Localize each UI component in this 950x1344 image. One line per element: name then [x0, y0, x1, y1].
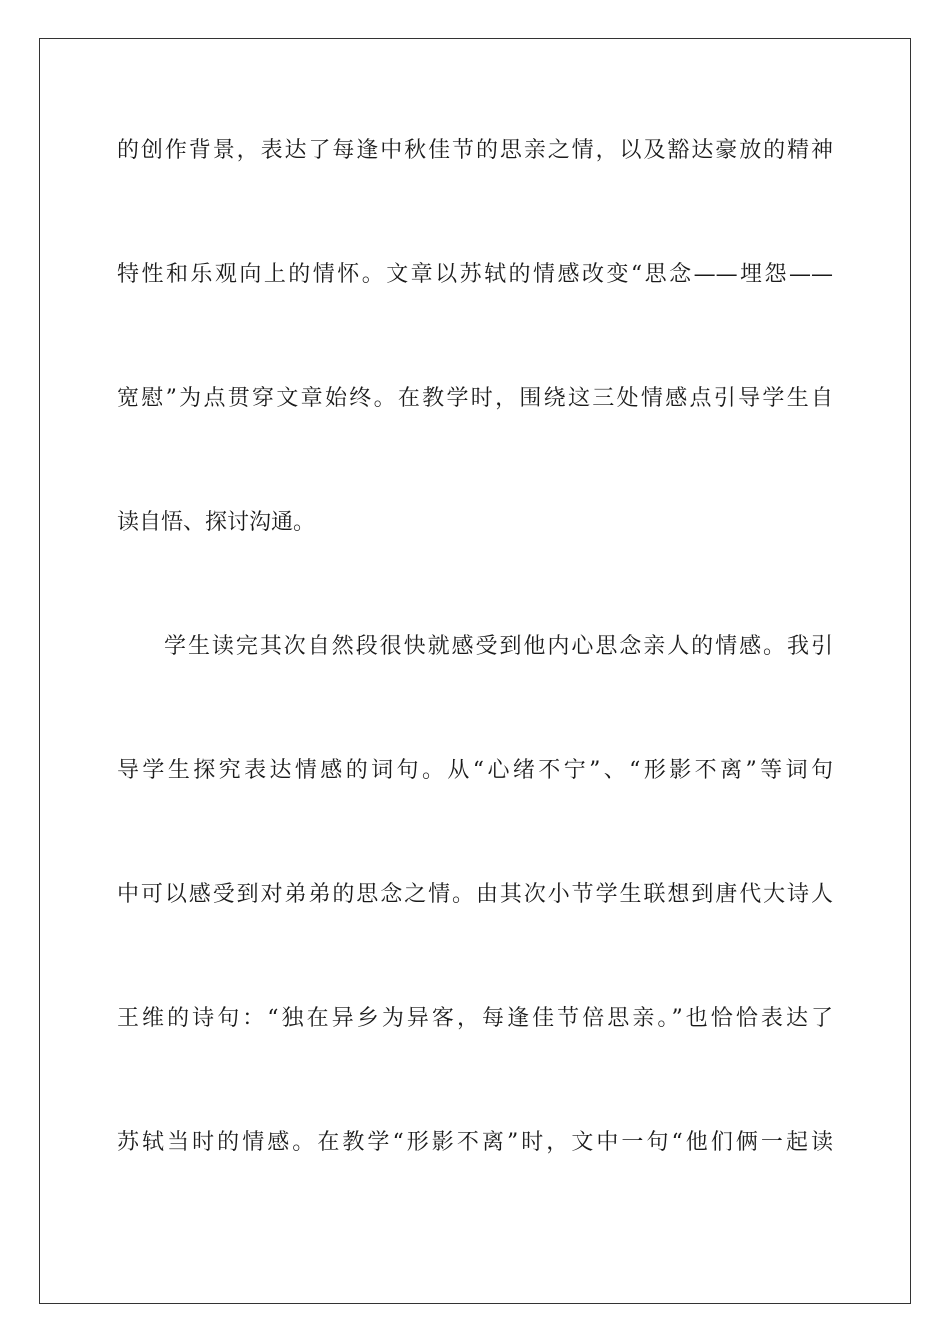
page-border — [39, 38, 911, 1304]
paragraph-line: 特性和乐观向上的情怀。文章以苏轼的情感改变“思念——埋怨—— — [117, 262, 833, 287]
paragraph-line: 中可以感受到对弟弟的思念之情。由其次小节学生联想到唐代大诗人 — [117, 882, 833, 907]
paragraph-line: 王维的诗句：“独在异乡为异客，每逢佳节倍思亲。”也恰恰表达了 — [117, 1006, 833, 1031]
paragraph-line: 宽慰”为点贯穿文章始终。在教学时，围绕这三处情感点引导学生自 — [117, 386, 833, 411]
paragraph-line: 读自悟、探讨沟通。 — [117, 510, 316, 535]
paragraph-line: 苏轼当时的情感。在教学“形影不离”时，文中一句“他们俩一起读 — [117, 1130, 833, 1155]
paragraph-line: 学生读完其次自然段很快就感受到他内心思念亲人的情感。我引 — [164, 634, 833, 659]
paragraph-line: 导学生探究表达情感的词句。从“心绪不宁”、“形影不离”等词句 — [117, 758, 833, 783]
paragraph-line: 的创作背景，表达了每逢中秋佳节的思亲之情，以及豁达豪放的精神 — [117, 138, 833, 163]
